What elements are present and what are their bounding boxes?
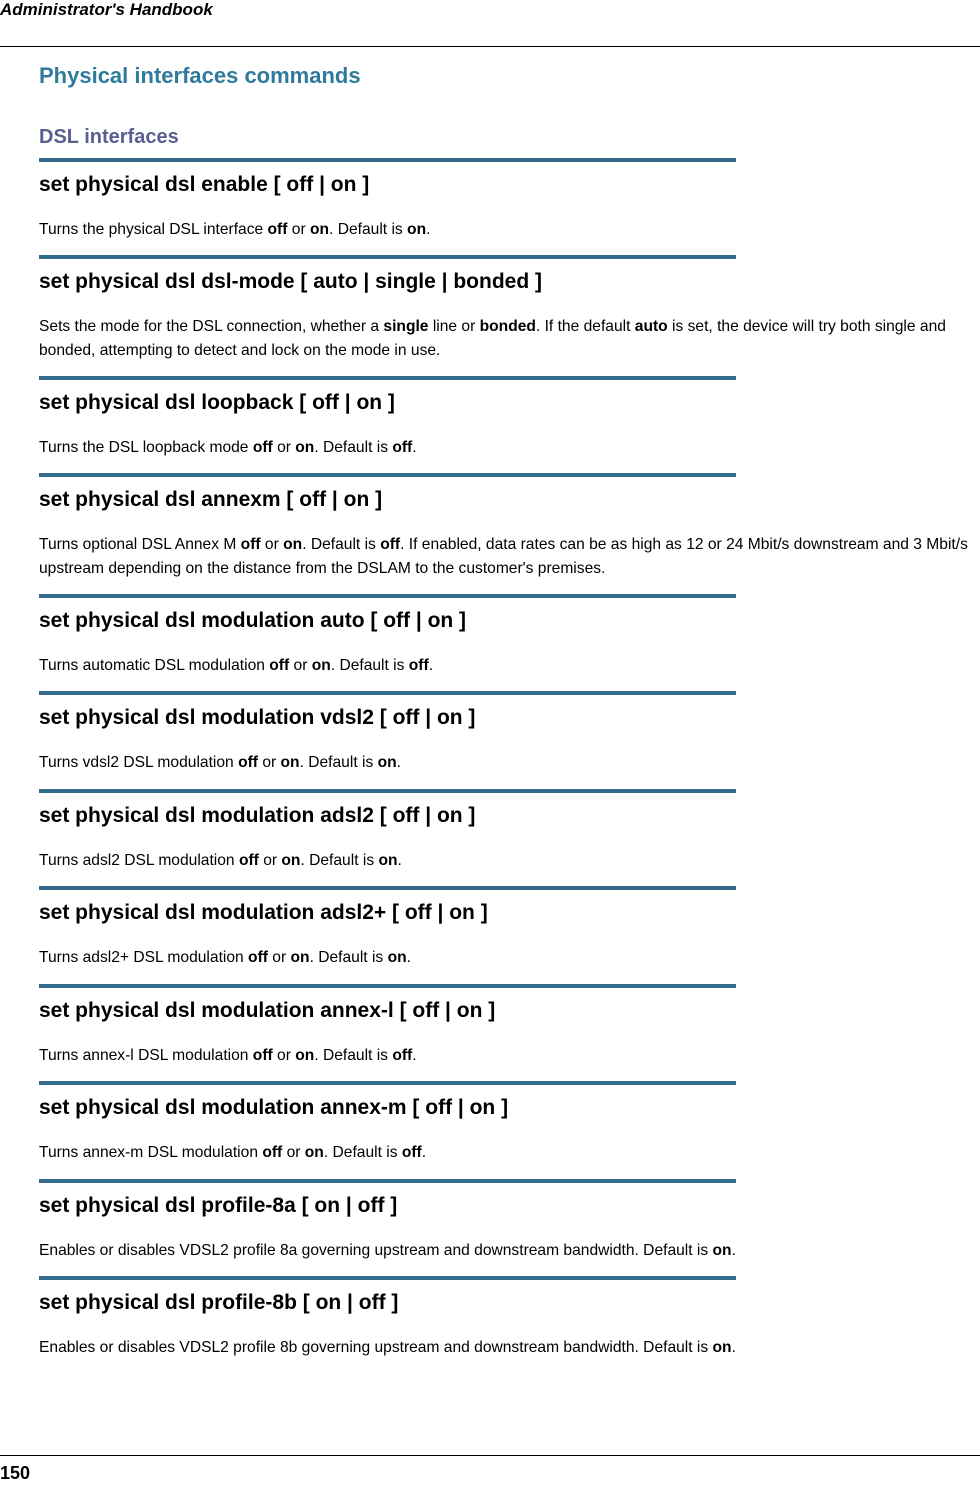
keyword-value: on <box>407 221 427 238</box>
description-text: . Default is <box>314 439 393 456</box>
description-text: Turns optional DSL Annex M <box>39 536 241 553</box>
command-heading: set physical dsl modulation adsl2 [ off | on ] <box>39 804 476 827</box>
command-divider <box>39 984 736 988</box>
description-text: or <box>260 536 284 553</box>
description-text: or <box>272 439 296 456</box>
command-divider <box>39 789 736 793</box>
description-text: or <box>287 221 310 238</box>
description-text: . <box>412 1047 417 1064</box>
command-divider <box>39 1081 736 1085</box>
keyword-value: single <box>383 318 429 335</box>
description-text: . Default is <box>302 536 381 553</box>
command-description <box>39 1044 974 1068</box>
description-text: is set, the device will try both single and bonded, attempting to detect and lock on the mode in use. <box>39 318 946 359</box>
command-description <box>39 751 974 775</box>
description-text: . If enabled, data rates can be as high as 12 or 24 Mbit/s downstream and 3 Mbit/s upstream depending on the distance from the DSLAM to the customer's premises. <box>39 536 968 577</box>
page-number: 150 <box>0 1463 31 1483</box>
description-text: or <box>272 1047 296 1064</box>
description-text: . <box>731 1339 736 1356</box>
keyword-value: off <box>401 1144 422 1161</box>
description-text: or <box>257 754 281 771</box>
description-text: line or <box>428 318 480 335</box>
description-text: or <box>258 852 282 869</box>
command-divider <box>39 691 736 695</box>
keyword-value: off <box>248 949 268 966</box>
command-heading: set physical dsl enable [ off | on ] <box>39 173 370 196</box>
keyword-value: on <box>309 221 330 238</box>
keyword-value: off <box>392 439 413 456</box>
keyword-value: bonded <box>479 318 536 335</box>
command-description <box>39 436 974 460</box>
keyword-value: on <box>295 1047 315 1064</box>
keyword-value: off <box>238 754 258 771</box>
description-text: . <box>428 657 434 674</box>
description-text: Turns automatic DSL modulation <box>39 657 270 674</box>
keyword-value: off <box>252 439 273 456</box>
command-divider <box>39 1179 736 1183</box>
keyword-value: on <box>311 657 331 674</box>
keyword-value: off <box>408 657 429 674</box>
command-heading: set physical dsl modulation annex-m [ off | on ] <box>39 1096 509 1119</box>
keyword-value: off <box>267 221 288 238</box>
description-text: Turns annex-l DSL modulation <box>39 1047 253 1064</box>
command-divider <box>39 158 736 162</box>
description-text: or <box>289 657 312 674</box>
keyword-value: off <box>238 852 259 869</box>
keyword-value: on <box>281 852 301 869</box>
description-text: . <box>397 852 402 869</box>
command-description <box>39 849 974 873</box>
command-heading: set physical dsl modulation vdsl2 [ off | on ] <box>39 706 476 729</box>
command-heading: set physical dsl profile-8a [ on | off ] <box>39 1194 398 1217</box>
command-divider <box>39 376 736 380</box>
command-heading: set physical dsl modulation annex-l [ off | on ] <box>39 999 496 1022</box>
keyword-value: on <box>712 1339 732 1356</box>
description-text: Turns adsl2 DSL modulation <box>39 852 239 869</box>
description-text: . <box>396 754 401 771</box>
keyword-value: auto <box>634 318 668 335</box>
command-divider <box>39 473 736 477</box>
keyword-value: on <box>295 439 315 456</box>
command-divider <box>39 255 736 259</box>
description-text: Turns vdsl2 DSL modulation <box>39 754 239 771</box>
description-text: . Default is <box>300 852 379 869</box>
description-text: . <box>731 1242 736 1259</box>
description-text: or <box>282 1144 305 1161</box>
command-description <box>39 946 974 970</box>
page-title: Physical interfaces commands <box>39 63 361 88</box>
description-text: . <box>421 1144 427 1161</box>
description-text: . Default is <box>323 1144 402 1161</box>
command-divider <box>39 1276 736 1280</box>
keyword-value: on <box>280 754 300 771</box>
description-text: . If the default <box>535 318 635 335</box>
description-text: Turns the physical DSL interface <box>39 221 268 238</box>
command-description <box>39 533 974 581</box>
description-text: . <box>412 439 417 456</box>
description-text: . <box>426 221 431 238</box>
description-text: . Default is <box>329 221 408 238</box>
keyword-value: off <box>240 536 261 553</box>
description-text: . Default is <box>299 754 378 771</box>
description-text: Turns adsl2+ DSL modulation <box>39 949 249 966</box>
keyword-value: on <box>712 1242 732 1259</box>
description-text: or <box>267 949 291 966</box>
command-description <box>39 1141 974 1165</box>
command-description <box>39 654 974 678</box>
description-text: Enables or disables VDSL2 profile 8a governing upstream and downstream bandwidth. Default is <box>39 1242 713 1259</box>
command-description <box>39 218 974 242</box>
keyword-value: off <box>380 536 401 553</box>
running-header: Administrator's Handbook <box>0 0 213 19</box>
keyword-value: on <box>290 949 310 966</box>
description-text: Turns the DSL loopback mode <box>39 439 253 456</box>
keyword-value: off <box>252 1047 273 1064</box>
command-divider <box>39 886 736 890</box>
keyword-value: off <box>262 1144 283 1161</box>
command-heading: set physical dsl dsl-mode [ auto | single | bonded ] <box>39 270 542 293</box>
section-title: DSL interfaces <box>39 126 179 148</box>
command-description <box>39 1336 974 1360</box>
command-description <box>39 1239 974 1263</box>
header-divider <box>0 46 980 47</box>
command-divider <box>39 594 736 598</box>
description-text: Sets the mode for the DSL connection, whether a <box>39 318 384 335</box>
command-heading: set physical dsl loopback [ off | on ] <box>39 391 395 414</box>
command-heading: set physical dsl modulation adsl2+ [ off | on ] <box>39 901 488 924</box>
description-text: . Default is <box>314 1047 393 1064</box>
keyword-value: off <box>269 657 290 674</box>
description-text: Turns annex-m DSL modulation <box>39 1144 263 1161</box>
keyword-value: on <box>387 949 407 966</box>
command-description <box>39 315 974 363</box>
keyword-value: on <box>378 852 398 869</box>
description-text: Enables or disables VDSL2 profile 8b governing upstream and downstream bandwidth. Default is <box>39 1339 713 1356</box>
description-text: . Default is <box>330 657 409 674</box>
keyword-value: on <box>304 1144 324 1161</box>
command-heading: set physical dsl profile-8b [ on | off ] <box>39 1291 399 1314</box>
keyword-value: on <box>283 536 303 553</box>
footer-divider <box>0 1455 980 1456</box>
command-heading: set physical dsl annexm [ off | on ] <box>39 488 383 511</box>
command-heading: set physical dsl modulation auto [ off | on ] <box>39 609 467 632</box>
description-text: . <box>406 949 411 966</box>
keyword-value: on <box>377 754 397 771</box>
keyword-value: off <box>392 1047 413 1064</box>
description-text: . Default is <box>309 949 388 966</box>
